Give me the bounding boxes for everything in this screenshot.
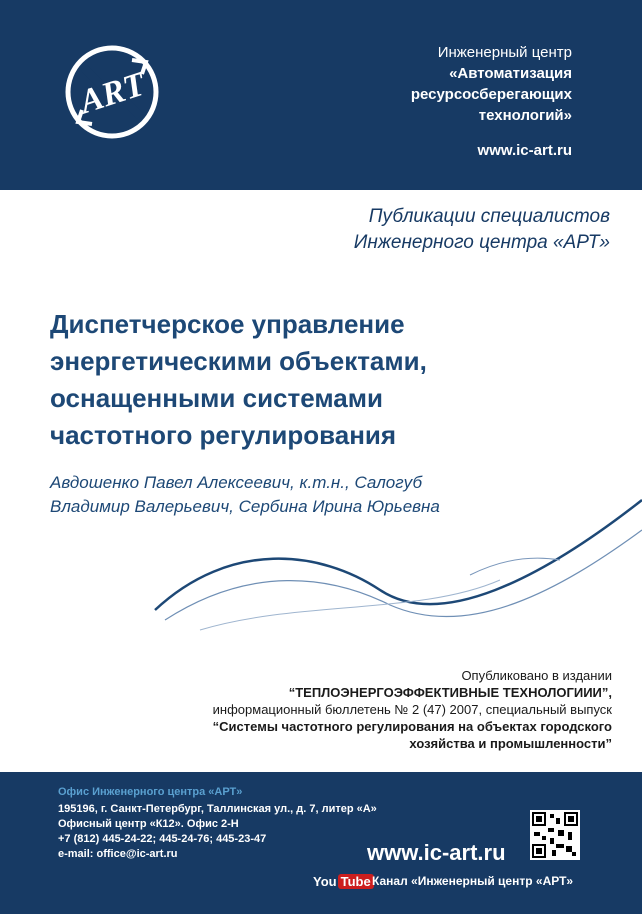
- published-in-label: Опубликовано в издании: [461, 668, 612, 683]
- title-line2: энергетическими объектами,: [50, 346, 427, 376]
- office-title: Офис Инженерного центра «АРТ»: [58, 786, 243, 798]
- youtube-you: You: [313, 873, 337, 889]
- youtube-tube: Tube: [338, 874, 374, 889]
- office-email[interactable]: e-mail: office@ic-art.ru: [58, 848, 178, 860]
- youtube-logo-icon[interactable]: [313, 872, 374, 890]
- footer-banner: [0, 772, 642, 914]
- authors-line1: Авдошенко Павел Алексеевич, к.т.н., Салогуб: [50, 473, 423, 492]
- publication-info: [92, 667, 612, 752]
- title-line1: Диспетчерское управление: [50, 309, 405, 339]
- office-address: 195196, г. Санкт-Петербург, Таллинская ул., д. 7, литер «А»: [58, 803, 377, 815]
- document-title: [50, 306, 510, 454]
- org-name-line2: «Автоматизация: [449, 65, 572, 82]
- org-name-line4: технологий»: [478, 107, 572, 124]
- youtube-channel-link[interactable]: Канал «Инженерный центр «АРТ»: [372, 874, 574, 888]
- special-issue-line2: хозяйства и промышленности”: [409, 736, 612, 751]
- decorative-swoosh: [0, 480, 642, 670]
- art-logo: [62, 42, 162, 142]
- footer-website-link[interactable]: www.ic-art.ru: [367, 840, 506, 865]
- office-center: Офисный центр «К12». Офис 2-Н: [58, 818, 239, 830]
- organization-block: [312, 42, 572, 161]
- org-name-line1: Инженерный центр: [437, 44, 572, 61]
- title-line3: оснащенными системами: [50, 383, 383, 413]
- qr-code-icon: [530, 810, 580, 860]
- contact-block: [58, 802, 377, 862]
- org-name-line3: ресурсосберегающих: [410, 86, 572, 103]
- special-issue-line1: “Системы частотного регулирования на объектах городского: [212, 719, 612, 734]
- authors-line2: Владимир Валерьевич, Сербина Ирина Юрьевна: [50, 497, 440, 516]
- header-banner: [0, 0, 642, 190]
- office-phones: +7 (812) 445-24-22; 445-24-76; 445-23-47: [58, 833, 267, 845]
- publications-line1: Публикации специалистов: [368, 206, 610, 227]
- header-website-link[interactable]: www.ic-art.ru: [477, 142, 572, 159]
- logo-text: ART: [75, 65, 150, 122]
- publications-line2: Инженерного центра «АРТ»: [353, 232, 610, 253]
- journal-name: “ТЕПЛОЭНЕРГОЭФФЕКТИВНЫЕ ТЕХНОЛОГИИИ”,: [288, 685, 612, 700]
- title-line4: частотного регулирования: [50, 420, 397, 450]
- bulletin-info: информационный бюллетень № 2 (47) 2007, специальный выпуск: [212, 702, 612, 717]
- publications-caption: [210, 204, 610, 256]
